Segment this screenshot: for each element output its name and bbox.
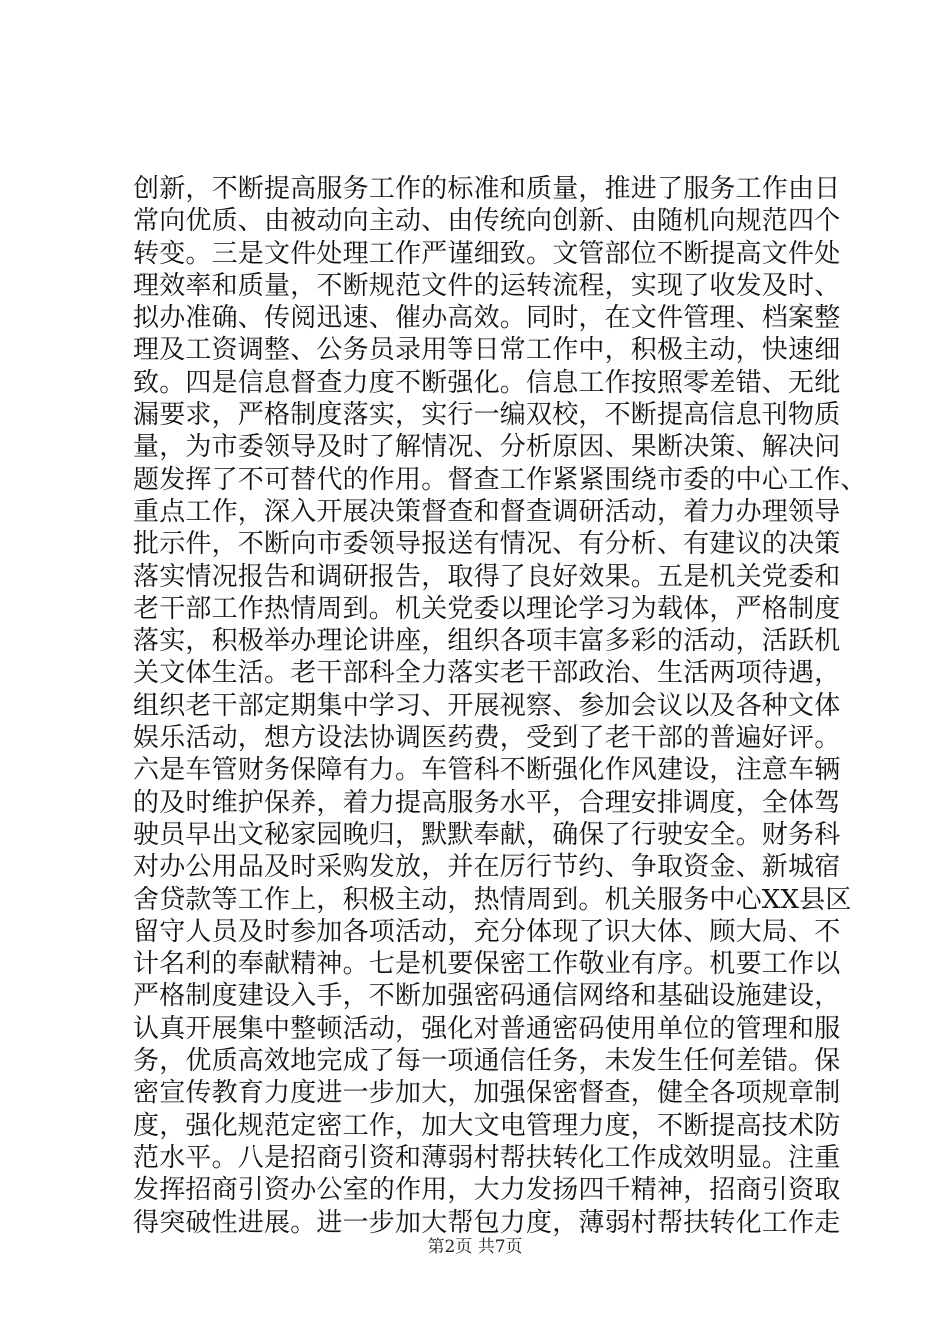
text-line: 度，强化规范定密工作，加大文电管理力度，不断提高技术防 (133, 1110, 841, 1141)
text-line: 创新，不断提高服务工作的标准和质量，推进了服务工作由日 (133, 174, 841, 204)
text-line: 娱乐活动，想方设法协调医药费，受到了老干部的普遍好评。 (133, 723, 841, 754)
text-line: 驶员早出文秘家园晚归，默默奉献，确保了行驶安全。财务科 (133, 819, 841, 850)
text-line: 留守人员及时参加各项活动，充分体现了识大体、顾大局、不 (133, 916, 841, 947)
text-line: 组织老干部定期集中学习、开展视察、参加会议以及各种文体 (133, 690, 841, 721)
text-line: 漏要求，严格制度落实，实行一编双校，不断提高信息刊物质 (133, 400, 841, 431)
text-line: 关文体生活。老干部科全力落实老干部政治、生活两项待遇， (133, 658, 841, 689)
text-line: 理效率和质量，不断规范文件的运转流程，实现了收发及时、 (133, 270, 841, 301)
text-line: 密宣传教育力度进一步加大，加强保密督查，健全各项规章制 (133, 1078, 841, 1109)
text-line: 得突破性进展。进一步加大帮包力度，薄弱村帮扶转化工作走 (133, 1207, 841, 1238)
text-line: 重点工作，深入开展决策督查和督查调研活动，着力办理领导 (133, 496, 841, 527)
text-line: 的及时维护保养，着力提高服务水平，合理安排调度，全体驾 (133, 787, 841, 818)
text-line: 理及工资调整、公务员录用等日常工作中，积极主动，快速细 (133, 335, 841, 366)
text-line: 认真开展集中整顿活动，强化对普通密码使用单位的管理和服 (133, 1013, 841, 1044)
text-line: 舍贷款等工作上，积极主动，热情周到。机关服务中心XX县区 (133, 884, 852, 915)
text-line: 计名利的奉献精神。七是机要保密工作敬业有序。机要工作以 (133, 949, 841, 980)
text-line: 严格制度建设入手，不断加强密码通信网络和基础设施建设， (133, 981, 841, 1012)
text-line: 落实情况报告和调研报告，取得了良好效果。五是机关党委和 (133, 561, 841, 592)
text-line: 转变。三是文件处理工作严谨细致。文管部位不断提高文件处 (133, 238, 841, 269)
text-line: 批示件，不断向市委领导报送有情况、有分析、有建议的决策 (133, 529, 841, 560)
body-paragraph (133, 173, 867, 1239)
text-line: 务，优质高效地完成了每一项通信任务，未发生任何差错。保 (133, 1046, 841, 1077)
text-line: 六是车管财务保障有力。车管科不断强化作风建设，注意车辆 (133, 755, 841, 786)
text-line: 范水平。八是招商引资和薄弱村帮扶转化工作成效明显。注重 (133, 1142, 841, 1173)
text-line: 对办公用品及时采购发放，并在厉行节约、争取资金、新城宿 (133, 852, 841, 883)
text-line: 落实，积极举办理论讲座，组织各项丰富多彩的活动，活跃机 (133, 626, 841, 657)
text-line: 量，为市委领导及时了解情况、分析原因、果断决策、解决问 (133, 432, 841, 463)
text-line: 老干部工作热情周到。机关党委以理论学习为载体，严格制度 (133, 593, 841, 624)
text-line: 题发挥了不可替代的作用。督查工作紧紧围绕市委的中心工作、 (133, 464, 867, 495)
text-line: 发挥招商引资办公室的作用，大力发扬四千精神，招商引资取 (133, 1175, 841, 1206)
page-footer: 第2页 共7页 (427, 1237, 523, 1257)
text-line: 致。四是信息督查力度不断强化。信息工作按照零差错、无纰 (133, 367, 841, 398)
text-line: 拟办准确、传阅迅速、催办高效。同时，在文件管理、档案整 (133, 303, 841, 334)
text-line: 常向优质、由被动向主动、由传统向创新、由随机向规范四个 (133, 206, 841, 237)
